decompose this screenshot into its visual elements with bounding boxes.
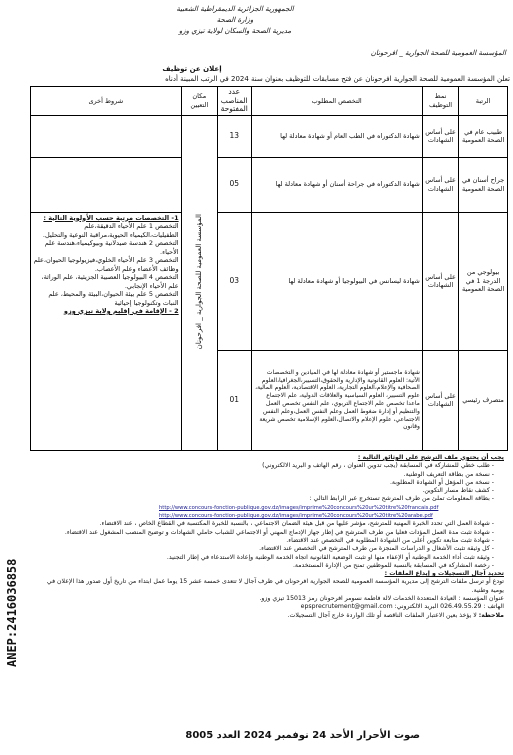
list-item: - طلب خطي للمشاركة في المسابقة (يجب تدوين العنوان ، رقم الهاتف و البريد الالكتروني) xyxy=(34,462,494,470)
anep-side-code: ANEP:2416036858 xyxy=(5,558,19,667)
list-item: - رخصة المشاركة في المسابقة بالنسبة للموظفين تمنح من الإدارة المستخدمة. xyxy=(34,562,494,570)
table-row: بيولوجي من الدرجة 1 في الصحة العمومية على أساس الشهادات شهادة ليسانس في البيولوجيا أو شهادة معادلة لها 03 1- التخصصات مرتبة حسب الأولوية التالية : التخصص 1 علم الأحياء الدقيقة،علم الطفيليات،الكيمياء الحيوية،مراقبة النوعية والتحليل. التخصص 2 هندسة صيدلانية وبيوكيمياء،هندسة علم الأحياء. التخصص 3 علم الأحياء الخلوي،فيزيولوجيا الحيوان،علم وظائف الأعضاء وعلم الأعصاب. التخصص 4 البيولوجيا العصبية الجزيئية، علم الوراثة، علم الأحياء الإنجابي. التخصص 5 علم بيئة الحيوان،البيئة والمحيط، علم النبات وتكنولوجيا إحيائية 2 - الإقامة في إقليم ولاية تيزي وزو xyxy=(31,212,508,350)
list-item: - وثيقة تثبت أداء الخدمة الوطنية أو الإعفاء منها او تثبت الوضعية القانونية اتجاه الخدمة الوطنية وإعادة الاستدعاء في إطار التجنيد. xyxy=(34,554,494,562)
list-item: - شهادة العمل التي تحدد الخبرة المهنية للمترشح، مؤشر عليها من قبل هيئة الضمان الاجتماعي ، بالنسبة للخبرة المكتسبة في القطاع الخاص ، عند الاقتضاء. xyxy=(34,520,494,528)
table-row: طبيب عام في الصحة العمومية على أساس الشهادات شهادة الدكتوراه في الطب العام أو شهادة معادلة لها 13 المؤسسة العمومية للصحة الجوارية _ افرحونان xyxy=(31,115,508,157)
list-item: - نسخة من المؤهل أو الشهادة المطلوبة. xyxy=(34,479,494,487)
list-item: - شهادة تثبت متابعة تكوين أعلى من الشهادة المطلوبة في التخصص عند الاقتضاء. xyxy=(34,537,494,545)
table-row: جراح أسنان في الصحة العمومية على أساس الشهادات شهادة الدكتوراه في جراحة أسنان أو شهادة معادلة لها 05 xyxy=(31,157,508,212)
announcement: إعلان عن توظيف تعلن المؤسسة العمومية للصحة الجوارية افرحونان عن فتح مسابقات للتوظيف بعنوان سنة 2024 في الرتب المبينة أدناه xyxy=(162,65,510,83)
newspaper-footer: صوت الأحرار الأحد 24 نوفمبر 2024 العدد 8005 xyxy=(185,730,420,741)
table-header-row: الرتبة نمط التوظيف التخصص المطلوب عدد المناصب المفتوحة مكان التعيين شروط أخرى xyxy=(31,87,508,116)
list-item: - شهادة تثبت مدة العمل المؤدات فعليا من طرف المترشح في إطار جهاز الإدماج المهني أو الاجتماعي للشباب حاملي الشهادات و توضيح المنصب المشغول عند الاقتضاء. xyxy=(34,529,494,537)
list-item: - كل وثيقة تثبت الأشغال و الدراسات المنجزة من طرف المترشح في التخصص عند الاقتضاء. xyxy=(34,545,494,553)
page xyxy=(24,0,510,755)
list-item: - بطاقة المعلومات تملئ من طرف المترشح تستخرج عبر الرابط التالي : xyxy=(34,495,494,503)
info-card-link-fr[interactable]: http://www.concours-fonction-publique.gov.dz/images/imprime%20concours%20ur%20titre%20francais.pdf xyxy=(159,504,439,511)
list-item: - كشف نقاط مسار التكوين. xyxy=(34,487,494,495)
list-item: - نسخة من بطاقة التعريف الوطنية. xyxy=(34,471,494,479)
table-row: متصرف رئيسي على أساس الشهادات شهادة ماجستير أو شهادة معادلة لها في الميادين و التخصصات الآتية: العلوم القانونية والإدارية والحقوق،التسيير،الجغرافيا،العلوم الصحافية والإعلام،العلوم التجارية، العلوم الاقتصادية، العلوم المالية، علوم التسيير، العلوم السياسية والعلاقات الدولية، علم الاجتماع ماعدا تخصص علم الاجتماع التربوي، علم النفس تخصص العمل والتنظيم أو إدارة ضغوط العمل وعلم النفس العمل،وعلم النفس الاجتماعي، علوم الإعلام والاتصال،العلوم الإسلامية تخصص شريعة وقانون 01 xyxy=(31,350,508,450)
recruitment-table xyxy=(30,86,508,451)
institution-name: المؤسسة العمومية للصحة الجوارية _ افرحونان xyxy=(370,49,506,57)
info-card-link-ar[interactable]: http://www.concours-fonction-publique.gov.dz/images/imprime%20concours%20ur%20titre%20arabe.pdf xyxy=(159,513,433,520)
other-conditions: 1- التخصصات مرتبة حسب الأولوية التالية : التخصص 1 علم الأحياء الدقيقة،علم الطفيليات،الكيمياء الحيوية،مراقبة النوعية والتحليل. التخصص 2 هندسة صيدلانية وبيوكيمياء،هندسة علم الأحياء. التخصص 3 علم الأحياء الخلوي،فيزيولوجيا الحيوان،علم وظائف الأعضاء وعلم الأعصاب. التخصص 4 البيولوجيا العصبية الجزيئية، علم الوراثة، علم الأحياء الإنجابي. التخصص 5 علم بيئة الحيوان،البيئة والمحيط، علم النبات وتكنولوجيا إحيائية 2 - الإقامة في إقليم ولاية تيزي وزو xyxy=(31,212,182,450)
placement-cell: المؤسسة العمومية للصحة الجوارية _ افرحونان xyxy=(181,115,217,450)
ministry-header: الجمهورية الجزائرية الديمقراطية الشعبية وزارة الصحة مديرية الصحة والسكان لولاية تيزي وزو xyxy=(176,5,294,35)
required-documents: يجب أن يحتوي ملف الترشح على الوثائق التالية : - طلب خطي للمشاركة في المسابقة (يجب تدوين العنوان ، رقم الهاتف و البريد الالكتروني) - نسخة من بطاقة التعريف الوطنية. - نسخة من المؤهل أو الشهادة المطلوبة. - كشف نقاط مسار التكوين. - بطاقة المعلومات تملئ من طرف المترشح تستخرج عبر الرابط التالي : http://www.concours-fonction-publique.gov.dz/images/imprime%20concours%20ur%20titre%20francais.pdf http://www.concours-fonction-publique.gov.dz/images/imprime%20concours%20ur%20titre%20arabe.pdf - شهادة العمل التي تحدد الخبرة المهنية للمترشح، مؤشر عليها من قبل هيئة الضمان الاجتماعي ، بالنسبة للخبرة المكتسبة في القطاع الخاص ، عند الاقتضاء. - شهادة تثبت مدة العمل المؤدات فعليا من طرف المترشح في إطار جهاز الإدماج المهني أو الاجتماعي للشباب حاملي الشهادات و توضيح المنصب المشغول عند الاقتضاء. - شهادة تثبت متابعة تكوين أعلى من الشهادة المطلوبة في التخصص عند الاقتضاء. - كل وثيقة تثبت الأشغال و الدراسات المنجزة من طرف المترشح في التخصص عند الاقتضاء. - وثيقة تثبت أداء الخدمة الوطنية أو الإعفاء منها او تثبت الوضعية القانونية اتجاه الخدمة الوطنية وإعادة الاستدعاء في إطار التجنيد. - رخصة المشاركة في المسابقة بالنسبة للموظفين تمنح من الإدارة المستخدمة. تحديد آجال التسجيلات و إيداع الملفات : تودع أو ترسل ملفات الترشح إلى مديرية المؤسسة العمومية للصحة الجوارية افرحونان في ظرف آجال لا تتعدى خمسة عشر 15 يوما عمل ابتداء من تاريخ أول صدور هذا الإعلان في يومية وطنية. عنوان المؤسسة : العيادة المتعددة الخدمات لالة فاطمة نسومر افرحونان رمز 15013 تيزي وزو. الهاتف : 026.49.55.29 البريد الالكتروني: epsprecrutement@gmail.com ملاحظة: لا يؤخذ بعين الاعتبار الملفات الناقصة أو تلك الواردة خارج آجال التسجيلات. xyxy=(34,454,504,620)
